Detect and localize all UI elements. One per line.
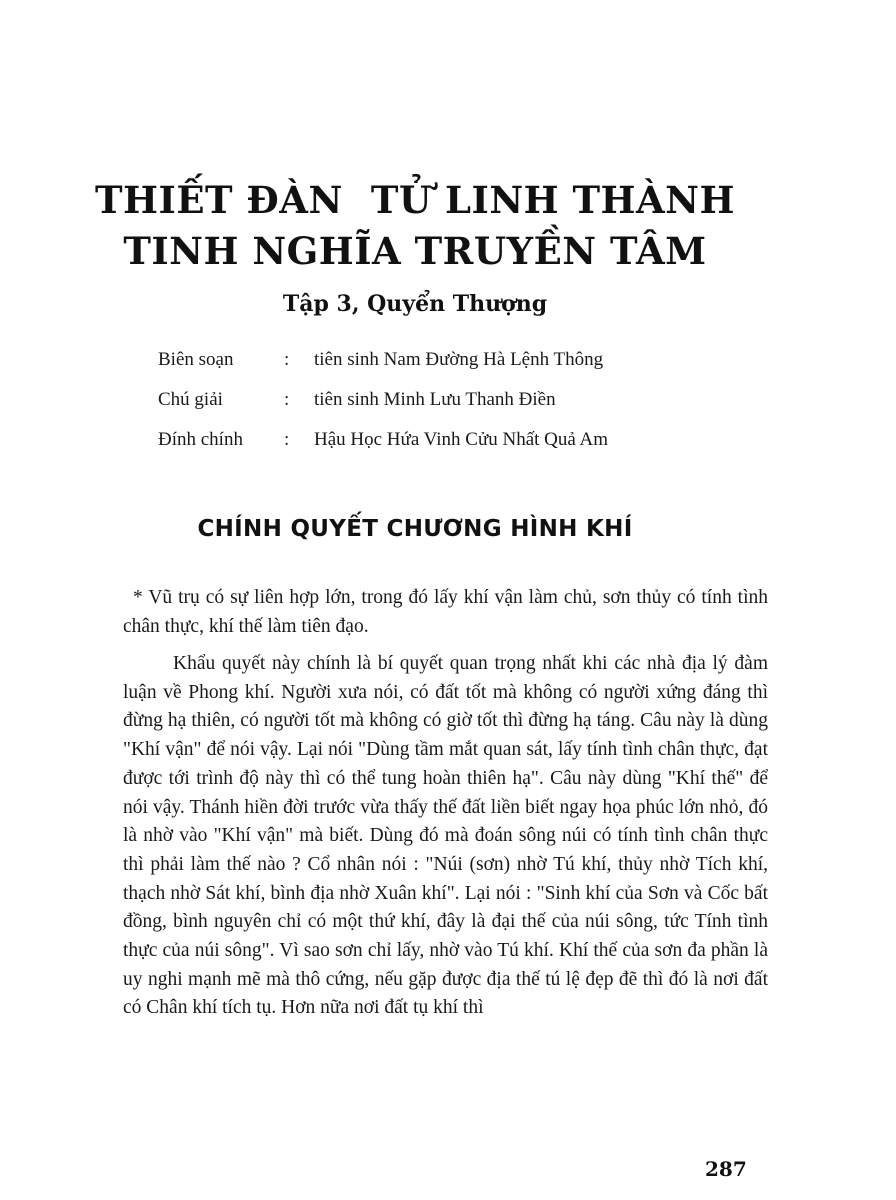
body-paragraph: Khẩu quyết này chính là bí quyết quan trọng nhất khi các nhà địa lý đàm luận về Phong khí. Người xưa nói, có đất tốt mà không có người xứng đáng thì đừng hạ thiên, có người tốt mà không có giờ tốt thì đừng hạ táng. Câu này là dùng "Khí vận" để nói vậy. Lại nói "Dùng tầm mắt quan sát, lấy tính tình chân thực, đạt được tới trình độ này thì có thể tung hoàn thiên hạ". Câu này dùng "Khí thế" để nói vậy. Thánh hiền đời trước vừa thấy thế đất liền biết ngay họa phúc lớn nhỏ, đó là nhờ vào "Khí vận" mà biết. Dùng đó mà đoán sông núi có tính tình chân thực thì phải làm thế nào ? Cổ nhân nói : "Núi (sơn) nhờ Tú khí, thủy nhờ Tích khí, thạch nhờ Sát khí, bình địa nhờ Xuân khí". Lại nói : "Sinh khí của Sơn và Cốc bất đồng, bình nguyên chỉ có một thứ khí, đây là đại thế của núi sông, tức Tính tình thực của núi sông". Vì sao sơn chỉ lấy, nhờ vào Tú khí. Khí thế của sơn đa phần là uy nghi mạnh mẽ mà thô cứng, nếu gặp được địa thế tú lệ đẹp đẽ thì đó là nơi đất có Chân khí tích tụ. Hơn nữa nơi đất tụ khí thì: [123, 653, 768, 1019]
credit-value: Hậu Học Hứa Vinh Cửu Nhất Quả Am: [314, 429, 609, 450]
credit-colon: :: [284, 429, 290, 450]
credit-value: tiên sinh Nam Đường Hà Lệnh Thông: [314, 349, 604, 370]
lead-verse: * Vũ trụ có sự liên hợp lớn, trong đó lấy khí vận làm chủ, sơn thủy có tính tình chân thực, khí thế làm tiên đạo.: [123, 587, 768, 637]
credit-row-corrector: [158, 429, 608, 469]
credit-row-annotator: [158, 389, 608, 429]
credit-label: Chú giải: [158, 389, 223, 410]
credit-label: Biên soạn: [158, 349, 234, 370]
section-title: CHÍNH QUYẾT CHƯƠNG HÌNH KHÍ: [197, 516, 633, 542]
book-title-part-1: THIẾT ĐÀN: [95, 178, 343, 222]
credit-colon: :: [284, 389, 290, 410]
book-title-line-1: [0, 178, 830, 222]
page-number: 287: [705, 1157, 747, 1181]
book-title-line-2: TINH NGHĨA TRUYỀN TÂM: [123, 229, 707, 273]
book-subtitle: Tập 3, Quyển Thượng: [282, 291, 548, 317]
book-title-part-2: TỬ LINH THÀNH: [370, 178, 735, 222]
credit-value: tiên sinh Minh Lưu Thanh Điền: [314, 389, 556, 410]
credit-row-compiler: [158, 349, 608, 389]
credits-list: [158, 349, 608, 469]
credit-label: Đính chính: [158, 429, 243, 450]
credit-colon: :: [284, 349, 290, 370]
